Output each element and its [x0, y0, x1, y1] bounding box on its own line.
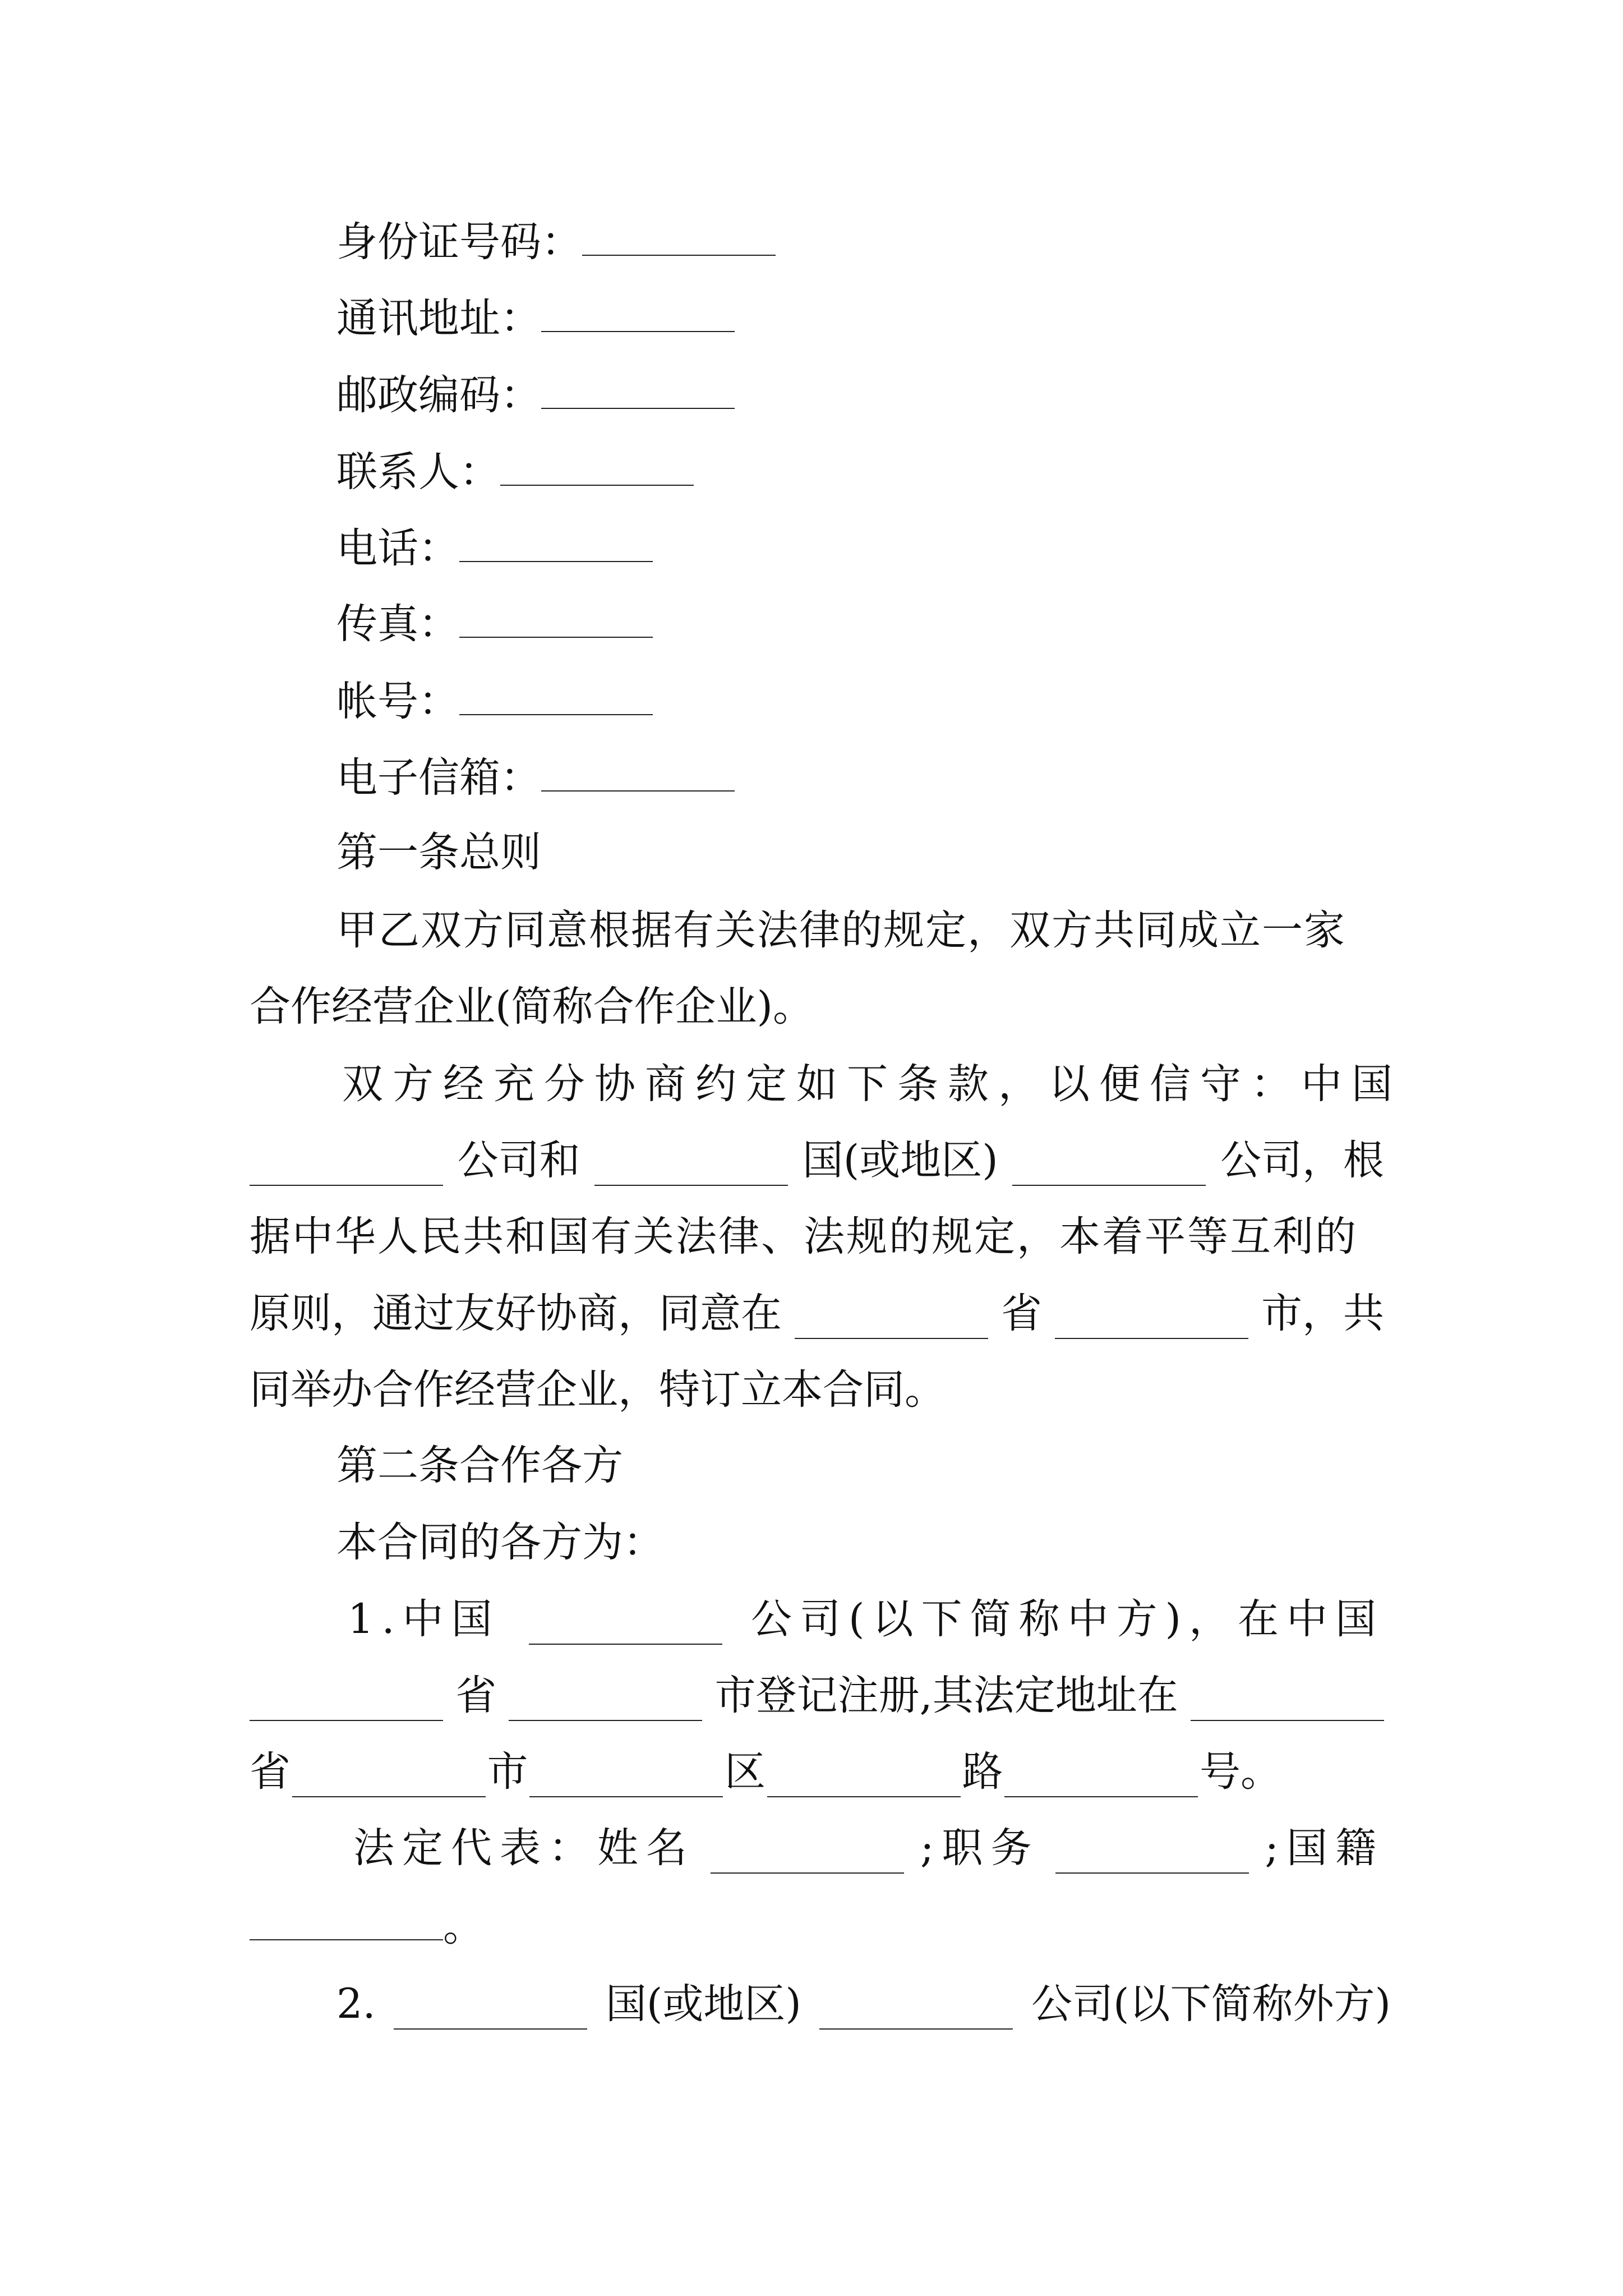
field-label: 联系人： — [336, 448, 500, 496]
fill-in-blank — [541, 757, 735, 792]
fill-in-blank — [795, 1304, 988, 1339]
field-label: 通讯地址： — [336, 295, 541, 342]
article-1-paragraph-2-line-4 — [250, 1289, 1384, 1339]
fill-in-blank — [500, 451, 694, 486]
paragraph-text: 国(或地区) — [802, 1137, 998, 1184]
field-account — [336, 677, 653, 727]
paragraph-text: 2. — [336, 1980, 376, 2028]
article-2-item-1-representative-line-2 — [250, 1902, 484, 1952]
article-2-item-1-line-2 — [250, 1671, 1384, 1721]
paragraph-text: 市 — [487, 1748, 528, 1796]
article-2-item-1-line-3 — [250, 1747, 1281, 1797]
field-address — [336, 293, 735, 344]
paragraph-text: 省 — [455, 1672, 497, 1719]
paragraph-text: 原则，通过友好协商，同意在 — [250, 1290, 782, 1337]
fill-in-blank — [529, 1763, 723, 1797]
paragraph-text: 国(或地区) — [605, 1980, 801, 2028]
field-label: 传真： — [336, 600, 459, 648]
paragraph-text: 号。 — [1200, 1748, 1281, 1796]
fill-in-blank — [292, 1763, 486, 1797]
fill-in-blank — [250, 1686, 443, 1721]
field-label: 电子信箱： — [336, 754, 541, 802]
fill-in-blank — [711, 1839, 904, 1874]
field-id-number — [336, 217, 776, 268]
article-2-item-2-line-1 — [336, 1979, 1391, 2030]
fill-in-blank — [541, 297, 735, 332]
fill-in-blank — [250, 1906, 443, 1940]
paragraph-text: 区 — [725, 1748, 766, 1796]
fill-in-blank — [1004, 1763, 1198, 1797]
article-2-heading: 第二条合作各方 — [336, 1442, 623, 1489]
article-2-item-1-line-1 — [348, 1594, 1384, 1645]
fill-in-blank — [594, 1151, 788, 1186]
paragraph-text: ;职务 — [920, 1824, 1040, 1872]
article-2-item-1-representative-line-1 — [353, 1823, 1384, 1874]
field-postcode — [336, 370, 735, 421]
fill-in-blank — [529, 1610, 722, 1645]
fill-in-blank — [459, 603, 653, 638]
article-1-paragraph-1-line-1 — [336, 905, 1384, 956]
paragraph-text: 市登记注册,其法定地址在 — [714, 1672, 1178, 1719]
paragraph-text: ;国籍 — [1265, 1824, 1384, 1872]
fill-in-blank — [459, 680, 653, 715]
field-label: 电话： — [336, 524, 459, 572]
paragraph-text: 省 — [1001, 1290, 1042, 1337]
fill-in-blank — [1055, 1304, 1248, 1339]
field-email — [336, 753, 735, 803]
fill-in-blank — [819, 1995, 1013, 2030]
field-phone — [336, 523, 653, 574]
article-2-intro: 本合同的各方为： — [336, 1519, 664, 1566]
fill-in-blank — [509, 1686, 702, 1721]
paragraph-text: 1.中国 — [348, 1595, 500, 1643]
paragraph-text: 市，共 — [1261, 1290, 1384, 1337]
paragraph-text: 公司(以下简称中方)，在中国 — [751, 1595, 1384, 1643]
article-1-paragraph-2-line-1: 双方经充分协商约定如下条款，以便信守：中国 — [342, 1060, 1402, 1108]
fill-in-blank — [459, 527, 653, 562]
paragraph-text: 公司，根 — [1220, 1137, 1384, 1184]
field-label: 帐号： — [336, 678, 459, 725]
paragraph-text: 省 — [250, 1748, 291, 1796]
article-1-heading: 第一条总则 — [336, 829, 541, 876]
field-contact-person — [336, 447, 694, 498]
paragraph-text: 法定代表：姓名 — [353, 1824, 695, 1872]
fill-in-blank — [1055, 1839, 1249, 1874]
fill-in-blank — [767, 1763, 961, 1797]
fill-in-blank — [394, 1995, 587, 2030]
fill-in-blank — [250, 1151, 443, 1186]
article-1-paragraph-2-line-3: 据中华人民共和国有关法律、法规的规定，本着平等互利的 — [250, 1213, 1358, 1260]
paragraph-text: 甲乙双方同意根据有关法律的规定，双方共同成立一家 — [336, 907, 1346, 954]
fill-in-blank — [1012, 1151, 1206, 1186]
fill-in-blank — [582, 221, 776, 256]
article-1-paragraph-2-line-2 — [250, 1135, 1384, 1186]
field-label: 身份证号码： — [336, 218, 582, 266]
paragraph-text: 路 — [962, 1748, 1003, 1796]
fill-in-blank — [1191, 1686, 1384, 1721]
paragraph-text: 。 — [443, 1903, 484, 1950]
paragraph-text: 公司(以下简称外方) — [1031, 1980, 1391, 2028]
article-1-paragraph-1-line-2: 合作经营企业(简称合作企业)。 — [250, 983, 814, 1030]
paragraph-text: 公司和 — [457, 1137, 580, 1184]
field-fax — [336, 599, 653, 650]
article-1-paragraph-2-line-5: 同举办合作经营企业，特订立本合同。 — [250, 1366, 946, 1414]
field-label: 邮政编码： — [336, 371, 541, 419]
fill-in-blank — [541, 374, 735, 409]
